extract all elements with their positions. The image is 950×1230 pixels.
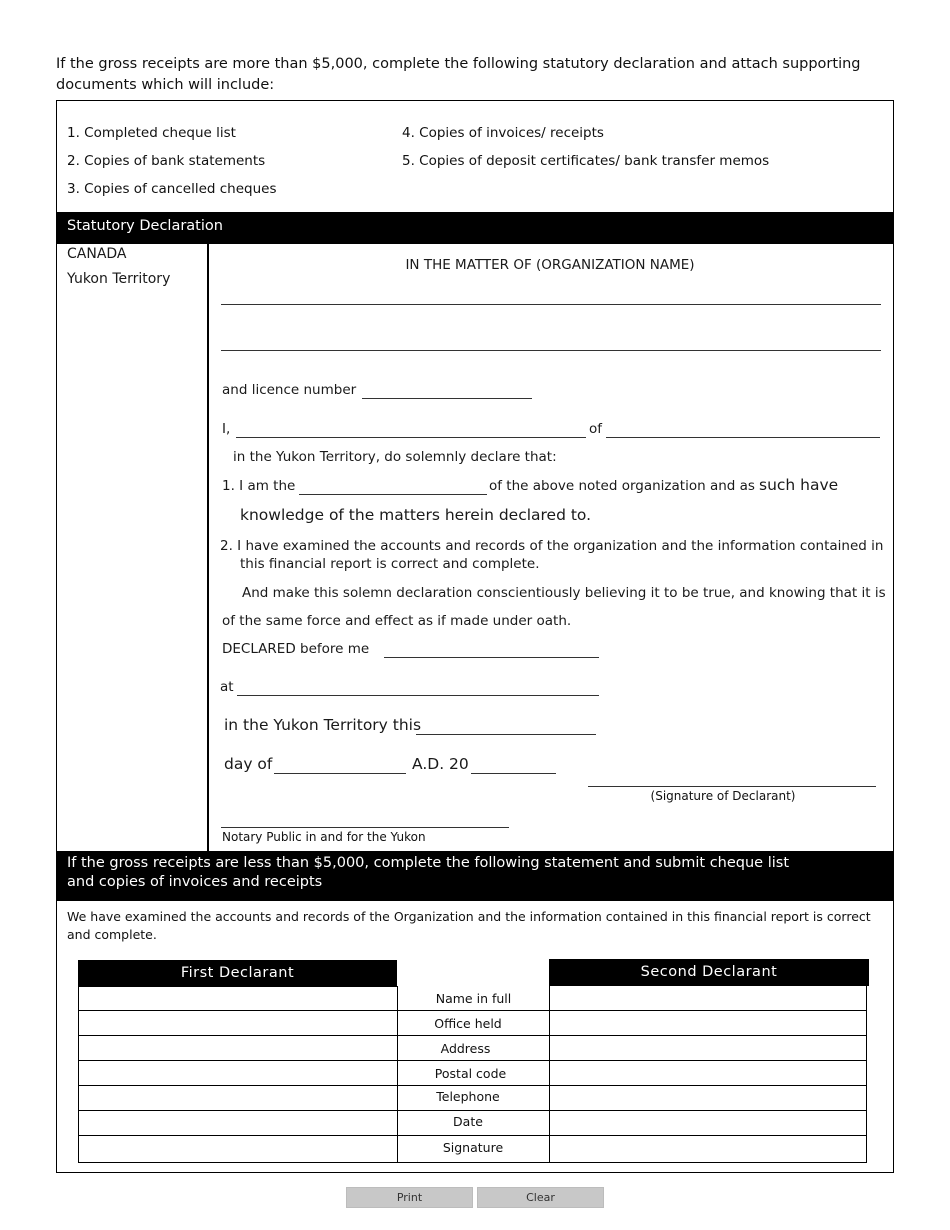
- at-label: at: [220, 679, 234, 695]
- first-telephone-input[interactable]: [80, 1087, 395, 1108]
- doc-item-3: 3. Copies of cancelled cheques: [67, 181, 277, 197]
- item-1-mid: of the above noted organization and as: [489, 478, 755, 494]
- declared-day-field[interactable]: [416, 719, 596, 735]
- second-office-input[interactable]: [552, 1012, 865, 1033]
- first-postal-input[interactable]: [80, 1062, 395, 1083]
- clear-button[interactable]: Clear: [477, 1187, 604, 1208]
- solemn-line-1: And make this solemn declaration conscientiously believing it to be true, and knowing that it is: [242, 585, 886, 601]
- yukon-this-label: in the Yukon Territory this: [224, 716, 422, 734]
- of-label: of: [589, 421, 603, 437]
- declared-before-field[interactable]: [384, 643, 599, 658]
- jurisdiction-territory: Yukon Territory: [67, 271, 171, 287]
- first-signature-input[interactable]: [80, 1137, 395, 1160]
- row-divider: [78, 1060, 867, 1061]
- second-postal-input[interactable]: [552, 1062, 865, 1083]
- in-yukon-text: in the Yukon Territory, do solemnly declare that:: [233, 449, 557, 465]
- item-1-start: 1. I am the: [222, 478, 296, 494]
- item-1-continued: knowledge of the matters herein declared to.: [240, 506, 592, 524]
- declarant-location-field[interactable]: [606, 423, 880, 438]
- day-of-label: day of: [224, 755, 273, 773]
- jurisdiction-divider: [207, 244, 209, 851]
- row-label-telephone: Telephone: [436, 1089, 500, 1104]
- second-name-input[interactable]: [552, 988, 865, 1009]
- print-button[interactable]: Print: [346, 1187, 473, 1208]
- declared-month-field[interactable]: [274, 758, 406, 774]
- i-label: I,: [222, 421, 231, 437]
- row-label-postal: Postal code: [434, 1066, 507, 1081]
- licence-number-field[interactable]: [362, 384, 532, 399]
- row-label-signature: Signature: [442, 1140, 504, 1155]
- row-label-date: Date: [453, 1114, 483, 1129]
- row-divider: [78, 1035, 867, 1036]
- first-declarant-header: First Declarant: [78, 960, 397, 987]
- declared-year-field[interactable]: [471, 758, 556, 774]
- less-than-header-text: If the gross receipts are less than $5,000, complete the following statement and submit cheque list and copies of invoices and receipts: [67, 855, 789, 890]
- organization-name-line-2[interactable]: [221, 335, 881, 351]
- notary-caption: Notary Public in and for the Yukon: [222, 830, 426, 844]
- declarant-signature-line: [588, 786, 876, 787]
- row-label-address: Address: [440, 1041, 491, 1056]
- item-1-end: such have: [759, 476, 839, 494]
- ad-label: A.D. 20: [412, 755, 469, 773]
- organization-name-line-1[interactable]: [221, 289, 881, 305]
- signature-caption: (Signature of Declarant): [650, 789, 796, 803]
- less-than-header: [57, 851, 893, 901]
- solemn-line-2: of the same force and effect as if made under oath.: [222, 613, 572, 629]
- first-address-input[interactable]: [80, 1037, 395, 1058]
- second-declarant-header: Second Declarant: [549, 959, 869, 986]
- first-office-input[interactable]: [80, 1012, 395, 1033]
- row-divider: [78, 1085, 867, 1086]
- matter-title: IN THE MATTER OF (ORGANIZATION NAME): [405, 257, 695, 273]
- first-name-input[interactable]: [80, 988, 395, 1009]
- position-field[interactable]: [299, 480, 487, 495]
- jurisdiction-country: CANADA: [67, 246, 127, 262]
- row-label-office: Office held: [434, 1016, 502, 1031]
- doc-item-4: 4. Copies of invoices/ receipts: [402, 125, 604, 141]
- examination-statement: We have examined the accounts and records of the Organization and the information contained in this financial report is correct and complete.: [67, 909, 871, 942]
- declared-at-field[interactable]: [237, 681, 599, 696]
- second-telephone-input[interactable]: [552, 1087, 865, 1108]
- declared-before-label: DECLARED before me: [222, 641, 370, 657]
- intro-text: If the gross receipts are more than $5,000, complete the following statutory declaration and attach supporting documents which will include:: [56, 56, 861, 93]
- notary-signature-line: [221, 827, 509, 828]
- declarant-name-field[interactable]: [236, 423, 586, 438]
- doc-item-2: 2. Copies of bank statements: [67, 153, 266, 169]
- licence-label: and licence number: [222, 382, 357, 398]
- second-address-input[interactable]: [552, 1037, 865, 1058]
- row-label-name: Name in full: [435, 991, 512, 1006]
- second-signature-input[interactable]: [552, 1137, 865, 1160]
- second-date-input[interactable]: [552, 1112, 865, 1133]
- doc-item-5: 5. Copies of deposit certificates/ bank transfer memos: [402, 153, 770, 169]
- row-divider: [78, 1110, 867, 1111]
- row-divider: [78, 1010, 867, 1011]
- first-date-input[interactable]: [80, 1112, 395, 1133]
- item-2-line-1: 2. I have examined the accounts and records of the organization and the information contained in: [220, 538, 884, 554]
- row-divider: [78, 1135, 867, 1136]
- doc-item-1: 1. Completed cheque list: [67, 125, 236, 141]
- item-2-line-2: this financial report is correct and complete.: [240, 556, 540, 572]
- statutory-declaration-header: Statutory Declaration: [57, 212, 893, 244]
